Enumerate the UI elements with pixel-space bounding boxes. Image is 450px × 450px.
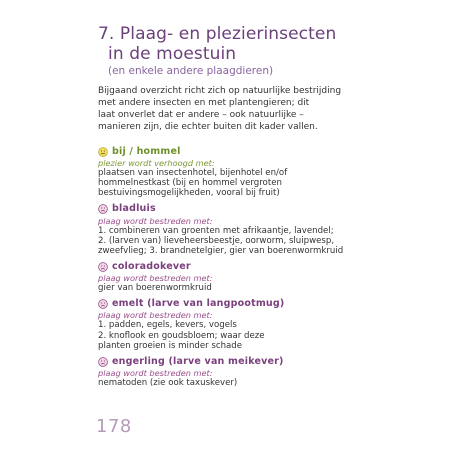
insect-description: [98, 226, 368, 257]
insect-qualifier: plaag wordt bestreden met:: [98, 215, 213, 226]
chapter-title-line-1: 7. Plaag- en plezierinsecten: [98, 24, 337, 44]
smiley-face-icon: [98, 147, 108, 157]
insect-entry-heading: [98, 355, 368, 368]
insect-entry-bladluis: [98, 203, 368, 257]
description-line: hommelnestkast (bij en hommel vergroten: [98, 178, 282, 189]
description-line: 2. knoflook en goudsbloem; waar deze: [98, 330, 265, 341]
insect-qualifier: plaag wordt bestreden met:: [98, 368, 213, 379]
description-line: nematoden (zie ook taxuskever): [98, 378, 238, 389]
intro-line-2: met andere insecten en met plantengieren; dit: [98, 98, 310, 108]
insect-name: emelt (larve van langpootmug): [112, 297, 285, 309]
insect-name: engerling (larve van meikever): [112, 355, 284, 367]
insect-entry-bij-hommel: [98, 145, 368, 199]
insect-qualifier: plaag wordt bestreden met:: [98, 273, 213, 284]
insect-description: [98, 283, 368, 293]
insect-entry-emelt: [98, 297, 368, 351]
description-line: plaatsen van insectenhotel, bijenhotel en/of: [98, 168, 288, 178]
insect-entry-heading: [98, 297, 368, 310]
insect-name: coloradokever: [112, 260, 191, 272]
intro-line-4: manieren zijn, die echter buiten dit kader vallen.: [98, 122, 318, 132]
description-line: planten groeien is minder schade: [98, 340, 243, 351]
intro-line-3: laat onverlet dat er andere – ook natuurlijke –: [98, 110, 304, 120]
description-line: 1. combineren van groenten met afrikaantje, lavendel;: [98, 225, 334, 236]
chapter-title-block: [98, 24, 398, 78]
insect-description: [98, 320, 368, 351]
insect-entry-engerling: [98, 355, 368, 388]
insect-qualifier: plaag wordt bestreden met:: [98, 310, 213, 321]
description-line: 2. (larven van) lieveheersbeestje, oorworm, sluipwesp,: [98, 235, 335, 246]
insect-description: [98, 168, 368, 199]
insect-entry-heading: [98, 260, 368, 273]
description-line: 1. padden, egels, kevers, vogels: [98, 320, 237, 331]
insect-description: [98, 378, 368, 388]
description-line: zweefvlieg; 3. brandnetelgier, gier van boerenwormkruid: [98, 246, 344, 257]
frowny-face-icon: [98, 299, 108, 309]
insect-entry-coloradokever: [98, 260, 368, 293]
insect-entry-heading: [98, 203, 368, 216]
insect-entry-heading: [98, 145, 368, 158]
chapter-title-line-2: in de moestuin: [108, 44, 237, 64]
chapter-subtitle: (en enkele andere plaagdieren): [108, 65, 274, 77]
frowny-face-icon: [98, 204, 108, 214]
insect-name: bladluis: [112, 203, 156, 215]
frowny-face-icon: [98, 262, 108, 272]
description-line: gier van boerenwormkruid: [98, 283, 212, 294]
intro-paragraph: [98, 85, 353, 133]
description-line: bestuivingsmogelijkheden, vooral bij fruit): [98, 188, 280, 199]
insect-list: [98, 145, 368, 392]
frowny-face-icon: [98, 357, 108, 367]
insect-qualifier: plezier wordt verhoogd met:: [98, 158, 215, 168]
intro-line-1: Bijgaand overzicht richt zich op natuurlijke bestrijding: [98, 86, 342, 96]
insect-name: bij / hommel: [112, 145, 181, 157]
page-number: 178: [96, 416, 132, 437]
